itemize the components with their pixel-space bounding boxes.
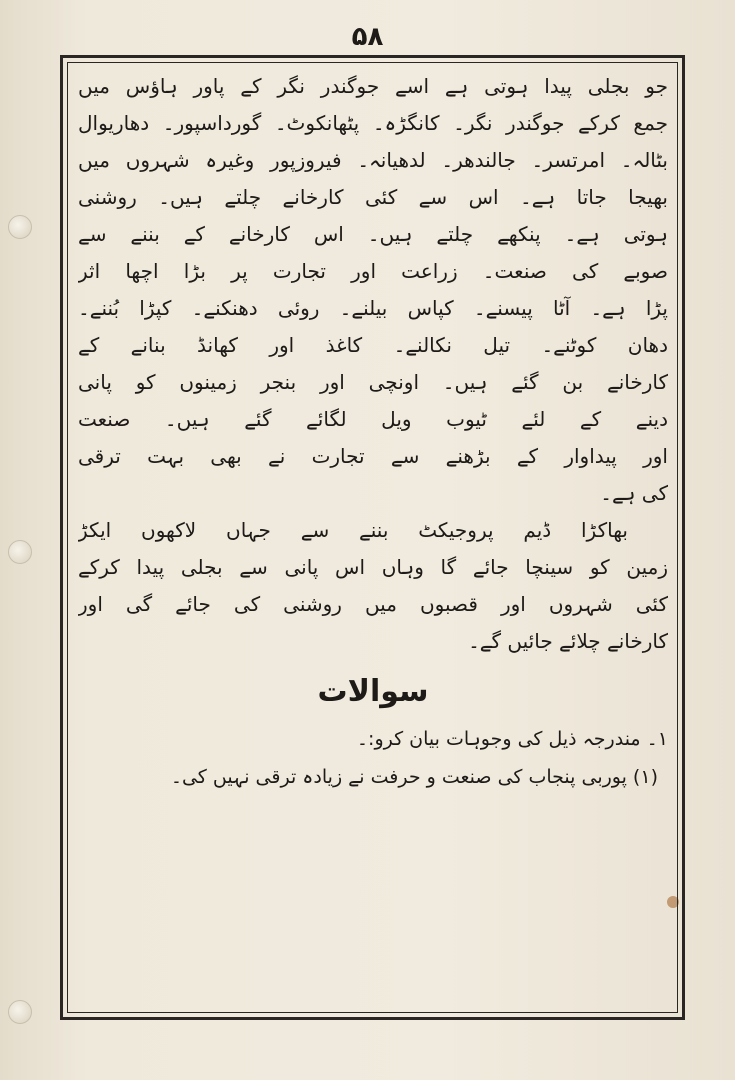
- question-subitem: (۱) پوربی پنجاب کی صنعت و حرفت نے زیادہ ترقی نہیں کی۔: [170, 766, 658, 788]
- questions-heading: سوالات: [317, 674, 429, 709]
- text-line: ہوتی ہے۔ پنکھے چلتے ہیں۔ اس کارخانے کے بننے سے: [78, 222, 668, 246]
- paragraph-2: [78, 512, 668, 660]
- text-line: جو بجلی پیدا ہوتی ہے اسے جوگندر نگر کے پاور ہاؤس میں: [78, 74, 668, 98]
- text-line: بٹالہ۔ امرتسر۔ جالندھر۔ لدھیانہ۔ فیروزپور وغیرہ شہروں میں: [78, 148, 668, 172]
- text-line: پڑا ہے۔ آٹا پیسنے۔ کپاس بیلنے۔ روئی دھنکنے۔ کپڑا بُننے۔: [78, 296, 668, 320]
- text-line: دھان کوٹنے۔ تیل نکالنے۔ کاغذ اور کھانڈ بنانے کے: [78, 333, 668, 357]
- text-line: صوبے کی صنعت۔ زراعت اور تجارت پر بڑا اچھا اثر: [78, 259, 668, 283]
- punch-hole-mark: [8, 1000, 32, 1024]
- text-line: بھیجا جاتا ہے۔ اس سے کئی کارخانے چلتے ہیں۔ روشنی: [78, 185, 668, 209]
- page-body: [78, 68, 668, 796]
- punch-hole-mark: [8, 540, 32, 564]
- punch-hole-mark: [8, 215, 32, 239]
- question-item: ۱۔ مندرجہ ذیل کی وجوہات بیان کرو:۔: [356, 728, 668, 750]
- text-line: زمین کو سینچا جائے گا وہاں اس پانی سے بجلی پیدا کرکے: [78, 555, 668, 579]
- text-line: اور پیداوار کے بڑھنے سے تجارت نے بھی بہت ترقی: [78, 444, 668, 468]
- text-line: دینے کے لئے ٹیوب ویل لگائے گئے ہیں۔ صنعت: [78, 407, 668, 431]
- text-line: کئی شہروں اور قصبوں میں روشنی کی جائے گی اور: [78, 592, 668, 616]
- text-line: کی ہے۔: [600, 481, 668, 505]
- text-line: جمع کرکے جوگندر نگر۔ کانگڑہ۔ پٹھانکوٹ۔ گورداسپور۔ دھاریوال: [78, 111, 668, 135]
- page-number: ۵۸: [351, 22, 384, 52]
- questions-list: [78, 720, 668, 796]
- text-line: کارخانے چلائے جائیں گے۔: [468, 629, 668, 653]
- text-line: بھاکڑا ڈیم پروجیکٹ بننے سے جہاں لاکھوں ایکڑ: [78, 518, 628, 542]
- text-line: کارخانے بن گئے ہیں۔ اونچی اور بنجر زمینوں کو پانی: [78, 370, 668, 394]
- paragraph-1: [78, 68, 668, 512]
